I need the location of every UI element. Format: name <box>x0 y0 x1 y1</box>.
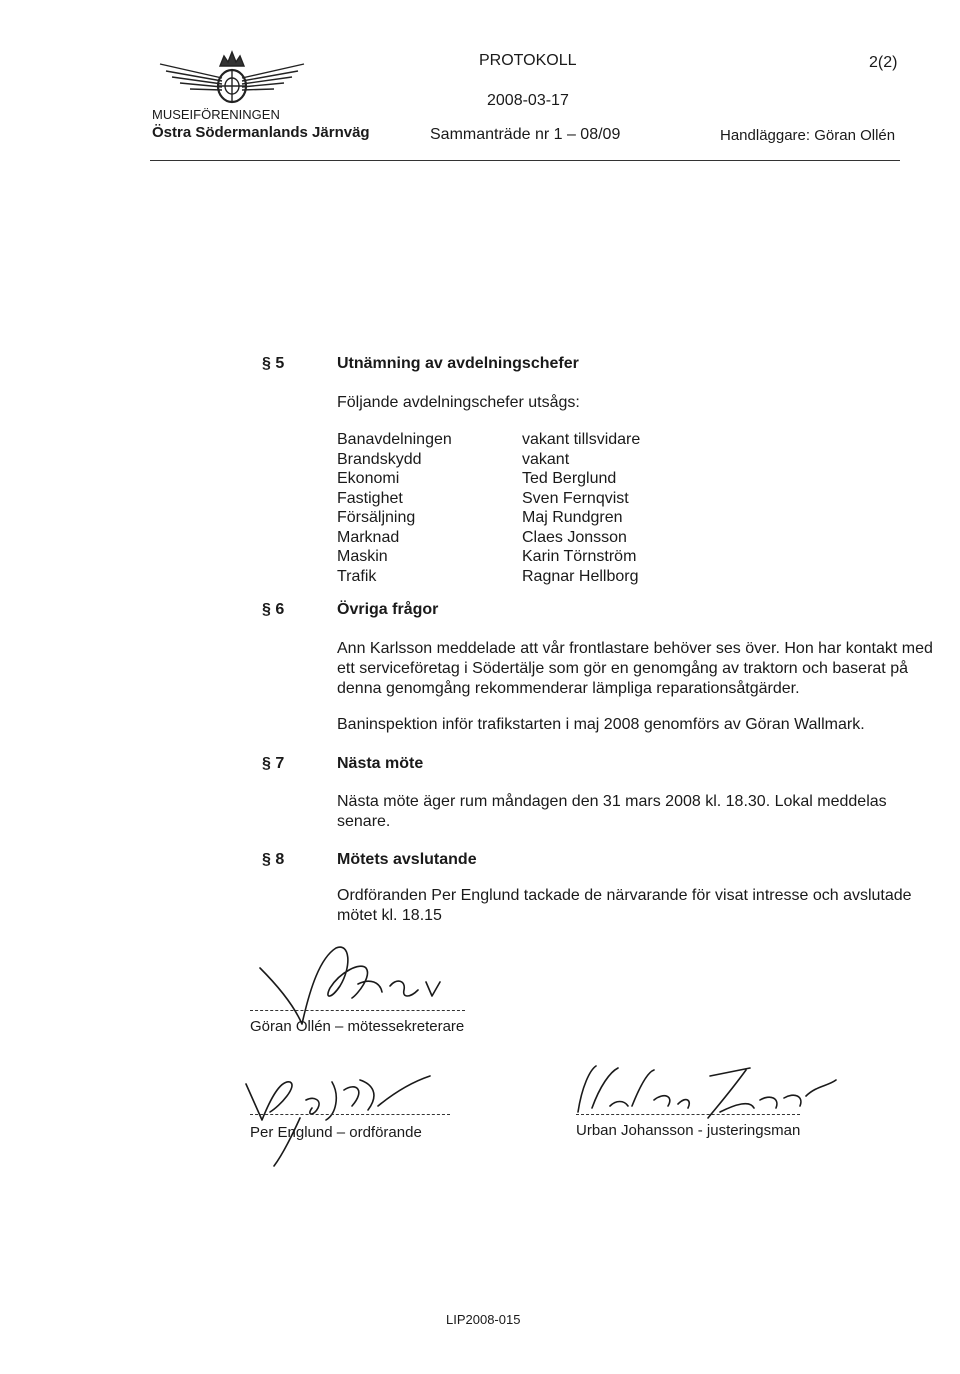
department-item: Trafik <box>337 567 377 585</box>
section-6-paragraph-line: ett serviceföretag i Södertälje som gör en genomgång av traktorn och baserat på <box>337 660 908 677</box>
department-item: Marknad <box>337 528 400 546</box>
department-item: Ekonomi <box>337 470 400 487</box>
department-head-item: Claes Jonsson <box>522 528 627 546</box>
department-head-item: Ted Berglund <box>522 470 617 487</box>
section-5-number: § 5 <box>262 355 285 372</box>
section-7-text-line: senare. <box>337 813 391 830</box>
section-8-number: § 8 <box>262 851 285 868</box>
handler: Handläggare: Göran Ollén <box>720 127 896 144</box>
section-7-number: § 7 <box>262 755 285 772</box>
secretary-signature-line <box>250 1010 465 1011</box>
section-6-paragraph-line: Ann Karlsson meddelade att vår frontlastare behöver ses över. Hon har kontakt med <box>337 640 933 657</box>
chair-label: Per Englund – ordförande <box>250 1124 422 1141</box>
section-6-inspection: Baninspektion inför trafikstarten i maj 2008 genomförs av Göran Wallmark. <box>337 716 865 733</box>
department-head-item: Karin Törnström <box>522 548 637 565</box>
chair-signature-icon <box>240 1060 460 1170</box>
department-head-item: Sven Fernqvist <box>522 489 629 507</box>
section-8-text-line: mötet kl. 18.15 <box>337 907 442 924</box>
secretary-label: Göran Ollén – mötessekreterare <box>250 1018 465 1035</box>
header-rule <box>150 160 900 161</box>
doc-date: 2008-03-17 <box>487 92 569 109</box>
section-5-title: Utnämning av avdelningschefer <box>337 355 579 372</box>
department-head-item: vakant <box>522 450 570 468</box>
department-head-item: Ragnar Hellborg <box>522 567 639 585</box>
section-8-title: Mötets avslutande <box>337 851 477 868</box>
section-8-text-line: Ordföranden Per Englund tackade de närvarande för visat intresse och avslutade <box>337 887 912 904</box>
department-item: Banavdelningen <box>337 431 452 448</box>
winged-wheel-crown-logo-icon <box>150 44 310 108</box>
department-head-item: Maj Rundgren <box>522 509 623 526</box>
document-code: LIP2008-015 <box>446 1312 521 1327</box>
section-6-number: § 6 <box>262 601 285 618</box>
doc-type: PROTOKOLL <box>479 52 577 69</box>
page-number: 2(2) <box>869 54 898 71</box>
org-railway-name: Östra Södermanlands Järnväg <box>152 124 370 141</box>
department-item: Brandskydd <box>337 450 422 468</box>
section-6-paragraph-line: denna genomgång rekommenderar lämpliga reparationsåtgärder. <box>337 680 800 697</box>
department-item: Försäljning <box>337 509 416 526</box>
section-7-title: Nästa möte <box>337 755 424 772</box>
section-5-intro: Följande avdelningschefer utsågs: <box>337 394 580 411</box>
chair-signature-line <box>250 1114 450 1115</box>
department-item: Fastighet <box>337 489 403 507</box>
department-item: Maskin <box>337 548 388 565</box>
department-head-list <box>522 430 640 586</box>
org-name: MUSEIFÖRENINGEN <box>152 107 280 122</box>
section-6-title: Övriga frågor <box>337 601 439 618</box>
department-head-item: vakant tillsvidare <box>522 431 641 448</box>
department-list <box>337 430 452 586</box>
section-7-text-line: Nästa möte äger rum måndagen den 31 mars 2008 kl. 18.30. Lokal meddelas <box>337 793 887 810</box>
adjuster-label: Urban Johansson - justeringsman <box>576 1122 801 1139</box>
logo <box>150 44 310 108</box>
meeting-number: Sammanträde nr 1 – 08/09 <box>430 126 621 143</box>
secretary-signature-icon <box>240 938 480 1028</box>
adjuster-signature-line <box>576 1114 800 1115</box>
